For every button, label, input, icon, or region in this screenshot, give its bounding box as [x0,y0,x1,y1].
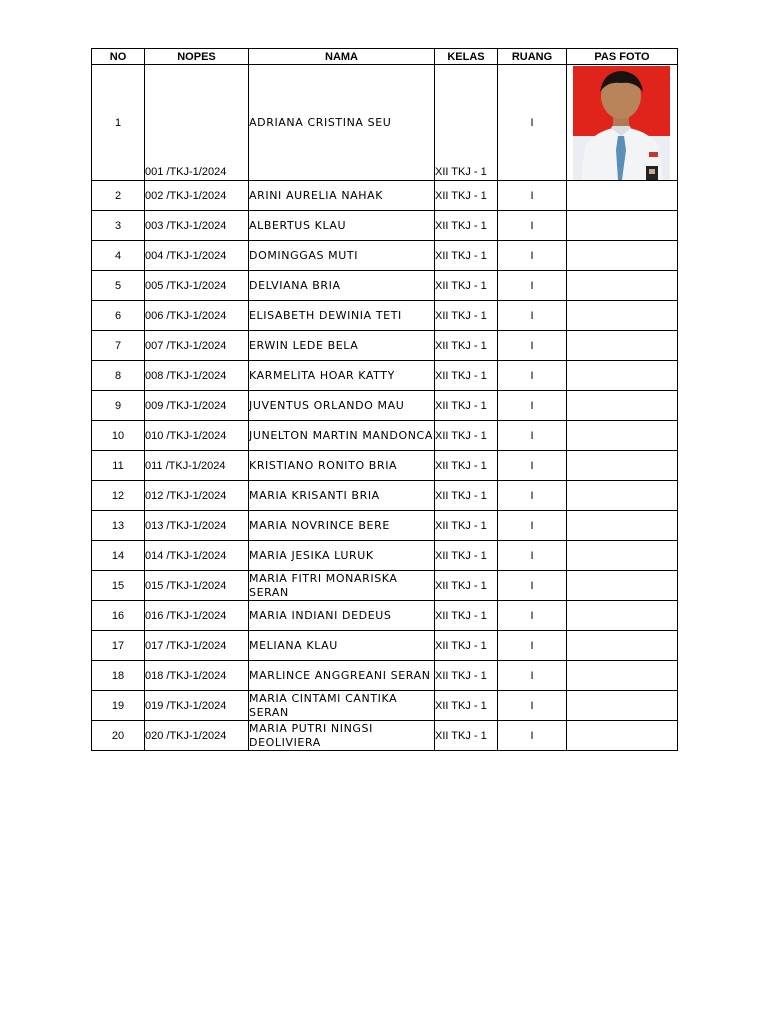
cell-pas-foto [567,511,678,541]
cell-ruang: I [498,331,567,361]
table-row [92,301,678,331]
cell-pas-foto [567,65,678,181]
table-row [92,331,678,361]
cell-no: 12 [92,481,145,511]
cell-pas-foto [567,181,678,211]
cell-nopes: 006 /TKJ-1/2024 [145,301,249,331]
cell-kelas: XII TKJ - 1 [435,181,498,211]
table-row [92,181,678,211]
table-row [92,241,678,271]
cell-kelas: XII TKJ - 1 [435,661,498,691]
cell-kelas: XII TKJ - 1 [435,601,498,631]
cell-ruang: I [498,511,567,541]
cell-ruang: I [498,301,567,331]
cell-kelas: XII TKJ - 1 [435,571,498,601]
cell-ruang: I [498,391,567,421]
table-row [92,511,678,541]
cell-nama: JUNELTON MARTIN MANDONCA [249,421,435,451]
cell-nopes: 009 /TKJ-1/2024 [145,391,249,421]
cell-pas-foto [567,241,678,271]
cell-no: 5 [92,271,145,301]
table-body [92,65,678,751]
cell-kelas: XII TKJ - 1 [435,65,498,181]
cell-ruang: I [498,571,567,601]
header-kelas: KELAS [435,49,498,65]
cell-nama: DELVIANA BRIA [249,271,435,301]
cell-nopes: 017 /TKJ-1/2024 [145,631,249,661]
cell-nama: MARIA PUTRI NINGSI DEOLIVIERA [249,721,435,751]
cell-pas-foto [567,211,678,241]
cell-no: 7 [92,331,145,361]
cell-nama: MARIA KRISANTI BRIA [249,481,435,511]
cell-no: 10 [92,421,145,451]
cell-pas-foto [567,451,678,481]
student-photo [573,66,670,180]
header-no: NO [92,49,145,65]
cell-nama: ELISABETH DEWINIA TETI [249,301,435,331]
cell-nopes: 002 /TKJ-1/2024 [145,181,249,211]
cell-pas-foto [567,661,678,691]
header-nama: NAMA [249,49,435,65]
cell-nama: DOMINGGAS MUTI [249,241,435,271]
cell-no: 16 [92,601,145,631]
cell-kelas: XII TKJ - 1 [435,481,498,511]
cell-pas-foto [567,421,678,451]
cell-no: 4 [92,241,145,271]
header-pas-foto: PAS FOTO [567,49,678,65]
cell-kelas: XII TKJ - 1 [435,691,498,721]
cell-nama: MARIA JESIKA LURUK [249,541,435,571]
cell-ruang: I [498,421,567,451]
cell-kelas: XII TKJ - 1 [435,391,498,421]
table-row [92,541,678,571]
cell-ruang: I [498,541,567,571]
cell-nama: MARIA NOVRINCE BERE [249,511,435,541]
cell-nama: KARMELITA HOAR KATTY [249,361,435,391]
cell-nama: MELIANA KLAU [249,631,435,661]
cell-ruang: I [498,65,567,181]
cell-ruang: I [498,211,567,241]
cell-pas-foto [567,481,678,511]
cell-kelas: XII TKJ - 1 [435,721,498,751]
cell-ruang: I [498,271,567,301]
table-row [92,361,678,391]
cell-no: 6 [92,301,145,331]
cell-nama: ERWIN LEDE BELA [249,331,435,361]
cell-nopes: 014 /TKJ-1/2024 [145,541,249,571]
table-row [92,391,678,421]
table-row [92,601,678,631]
cell-no: 3 [92,211,145,241]
cell-no: 17 [92,631,145,661]
cell-nopes: 020 /TKJ-1/2024 [145,721,249,751]
cell-no: 2 [92,181,145,211]
cell-kelas: XII TKJ - 1 [435,511,498,541]
cell-kelas: XII TKJ - 1 [435,211,498,241]
cell-kelas: XII TKJ - 1 [435,631,498,661]
cell-nama: JUVENTUS ORLANDO MAU [249,391,435,421]
table-row [92,571,678,601]
cell-no: 13 [92,511,145,541]
cell-pas-foto [567,361,678,391]
cell-ruang: I [498,451,567,481]
student-roster-table [91,48,678,751]
cell-pas-foto [567,331,678,361]
cell-nopes: 010 /TKJ-1/2024 [145,421,249,451]
cell-ruang: I [498,691,567,721]
cell-nopes: 003 /TKJ-1/2024 [145,211,249,241]
table-row [92,65,678,181]
table-row [92,481,678,511]
cell-ruang: I [498,241,567,271]
cell-no: 9 [92,391,145,421]
cell-pas-foto [567,631,678,661]
cell-ruang: I [498,721,567,751]
header-ruang: RUANG [498,49,567,65]
cell-nama: MARLINCE ANGGREANI SERAN [249,661,435,691]
table-row [92,721,678,751]
cell-pas-foto [567,391,678,421]
cell-nopes: 013 /TKJ-1/2024 [145,511,249,541]
cell-pas-foto [567,301,678,331]
cell-ruang: I [498,631,567,661]
cell-pas-foto [567,601,678,631]
cell-nopes: 015 /TKJ-1/2024 [145,571,249,601]
cell-nopes: 004 /TKJ-1/2024 [145,241,249,271]
cell-nopes: 011 /TKJ-1/2024 [145,451,249,481]
cell-pas-foto [567,691,678,721]
cell-nopes: 008 /TKJ-1/2024 [145,361,249,391]
cell-nama: ALBERTUS KLAU [249,211,435,241]
cell-nama: MARIA INDIANI DEDEUS [249,601,435,631]
table-row [92,271,678,301]
cell-nama: ARINI AURELIA NAHAK [249,181,435,211]
cell-ruang: I [498,481,567,511]
cell-no: 1 [92,65,145,181]
cell-no: 8 [92,361,145,391]
cell-nopes: 007 /TKJ-1/2024 [145,331,249,361]
cell-nopes: 018 /TKJ-1/2024 [145,661,249,691]
cell-no: 18 [92,661,145,691]
table-row [92,451,678,481]
cell-kelas: XII TKJ - 1 [435,451,498,481]
cell-no: 15 [92,571,145,601]
cell-kelas: XII TKJ - 1 [435,271,498,301]
cell-nama: ADRIANA CRISTINA SEU [249,65,435,181]
cell-kelas: XII TKJ - 1 [435,301,498,331]
cell-ruang: I [498,601,567,631]
cell-ruang: I [498,181,567,211]
cell-ruang: I [498,361,567,391]
cell-nama: KRISTIANO RONITO BRIA [249,451,435,481]
cell-no: 19 [92,691,145,721]
cell-no: 20 [92,721,145,751]
cell-nopes: 019 /TKJ-1/2024 [145,691,249,721]
cell-kelas: XII TKJ - 1 [435,541,498,571]
table-row [92,211,678,241]
cell-nopes: 005 /TKJ-1/2024 [145,271,249,301]
cell-no: 14 [92,541,145,571]
cell-pas-foto [567,541,678,571]
cell-kelas: XII TKJ - 1 [435,421,498,451]
table-row [92,631,678,661]
table-row [92,421,678,451]
cell-kelas: XII TKJ - 1 [435,361,498,391]
cell-kelas: XII TKJ - 1 [435,241,498,271]
cell-nopes: 001 /TKJ-1/2024 [145,65,249,181]
header-nopes: NOPES [145,49,249,65]
cell-nopes: 012 /TKJ-1/2024 [145,481,249,511]
cell-nopes: 016 /TKJ-1/2024 [145,601,249,631]
table-row [92,661,678,691]
cell-nama: MARIA CINTAMI CANTIKA SERAN [249,691,435,721]
table-header-row [92,49,678,65]
cell-pas-foto [567,721,678,751]
cell-kelas: XII TKJ - 1 [435,331,498,361]
cell-ruang: I [498,661,567,691]
cell-nama: MARIA FITRI MONARISKA SERAN [249,571,435,601]
cell-no: 11 [92,451,145,481]
table-row [92,691,678,721]
cell-pas-foto [567,271,678,301]
cell-pas-foto [567,571,678,601]
